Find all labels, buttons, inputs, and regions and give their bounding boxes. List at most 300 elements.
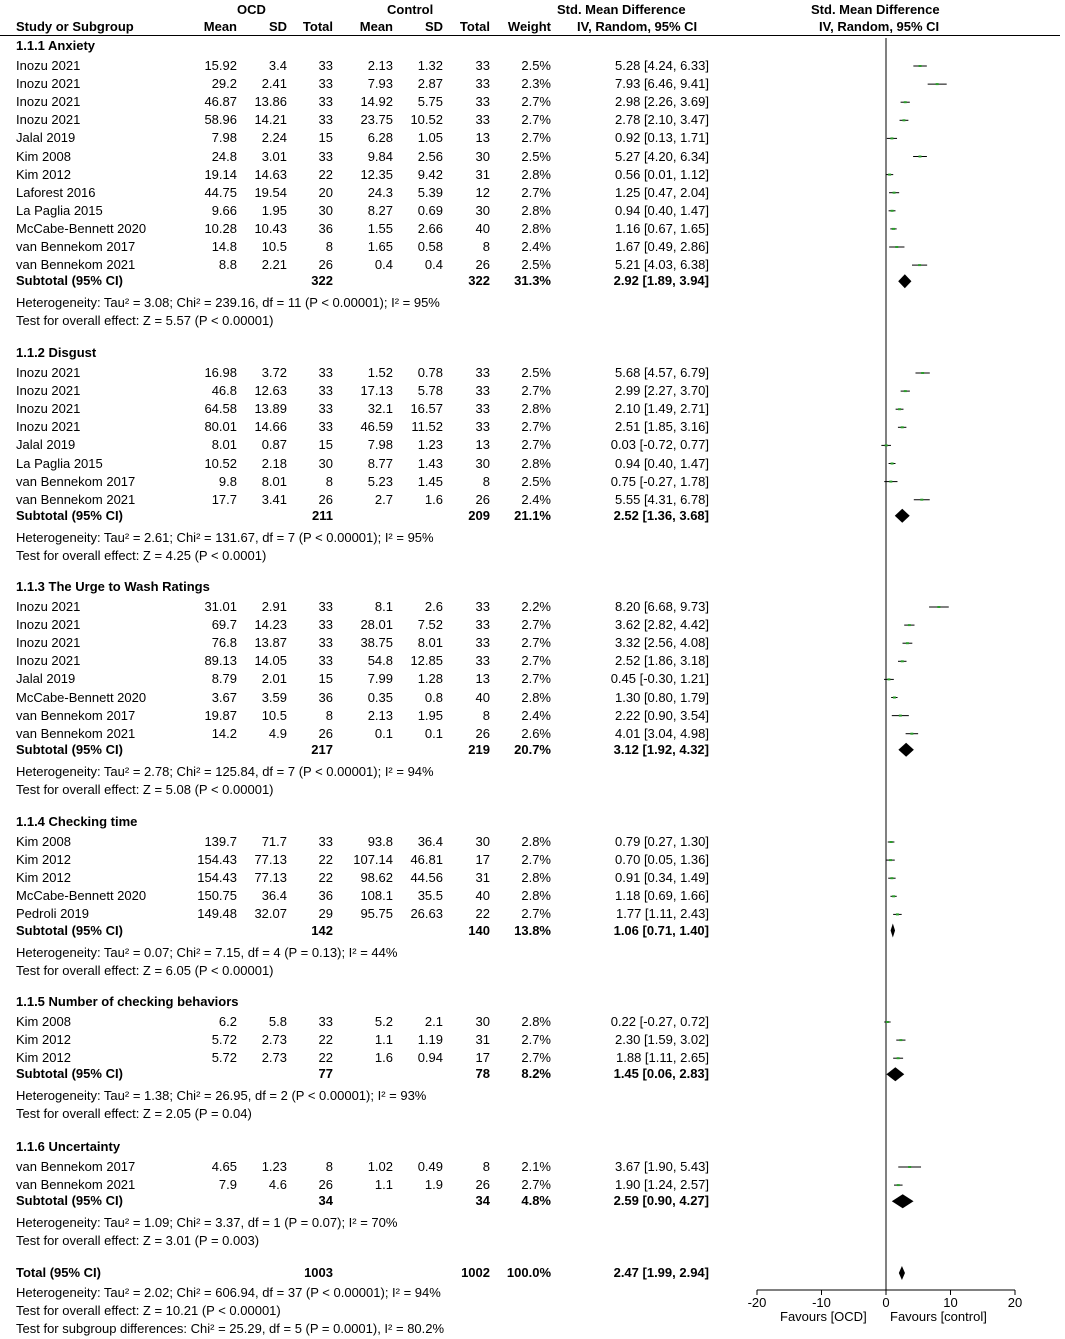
study-sd1: 14.23 bbox=[254, 617, 287, 633]
study-name: Inozu 2021 bbox=[16, 401, 81, 417]
study-m2: 12.35 bbox=[360, 166, 393, 182]
heterogeneity-text: Heterogeneity: Tau² = 2.61; Chi² = 131.67, df = 7 (P < 0.00001); I² = 95% bbox=[16, 529, 434, 545]
study-name: Kim 2008 bbox=[16, 1014, 71, 1029]
study-name: Jalal 2019 bbox=[16, 437, 76, 453]
study-n1: 33 bbox=[318, 599, 333, 614]
study-n2: 40 bbox=[475, 220, 490, 236]
point-estimate bbox=[890, 137, 893, 139]
study-n1: 33 bbox=[318, 148, 333, 164]
study-m2: 8.77 bbox=[367, 455, 393, 471]
summary-diamond bbox=[898, 274, 911, 288]
smd-header-sub: IV, Random, 95% CI bbox=[577, 19, 698, 34]
study-n1: 33 bbox=[318, 383, 333, 399]
subgroup-title: 1.1.1 Anxiety bbox=[16, 38, 96, 53]
study-n1: 33 bbox=[318, 1014, 333, 1029]
point-estimate bbox=[891, 210, 894, 212]
study-w: 2.7% bbox=[521, 437, 551, 453]
study-n2: 13 bbox=[475, 671, 490, 687]
study-w: 2.7% bbox=[521, 906, 551, 922]
point-estimate bbox=[886, 1021, 889, 1023]
subtotal-label: Subtotal (95% CI) bbox=[16, 1193, 123, 1209]
study-sd2: 26.63 bbox=[410, 906, 443, 922]
study-sd2: 2.6 bbox=[424, 599, 443, 614]
overall-effect-text: Test for overall effect: Z = 2.05 (P = 0.04) bbox=[16, 1106, 252, 1122]
study-sd1: 1.95 bbox=[261, 202, 287, 218]
study-name: Inozu 2021 bbox=[16, 365, 81, 380]
study-n2: 33 bbox=[475, 94, 490, 110]
study-sd2: 5.75 bbox=[417, 94, 443, 110]
study-sd1: 2.91 bbox=[261, 599, 287, 614]
study-n2: 40 bbox=[475, 888, 490, 904]
total-overall-effect-text: Test for overall effect: Z = 10.21 (P < 0.00001) bbox=[16, 1303, 281, 1318]
study-n2: 12 bbox=[475, 184, 490, 200]
study-w: 2.7% bbox=[521, 671, 551, 687]
study-n1: 8 bbox=[325, 707, 333, 723]
study-m1: 19.87 bbox=[204, 707, 237, 723]
subgroup-title: 1.1.6 Uncertainty bbox=[16, 1139, 121, 1154]
study-sd2: 0.58 bbox=[417, 239, 443, 254]
study-m2: 8.27 bbox=[367, 202, 393, 218]
study-n2: 13 bbox=[475, 130, 490, 146]
study-name: Kim 2012 bbox=[16, 166, 71, 182]
study-m2: 7.98 bbox=[367, 437, 393, 453]
study-ci: 3.32 [2.56, 4.08] bbox=[615, 635, 709, 651]
study-name: Inozu 2021 bbox=[16, 653, 81, 669]
study-sd2: 44.56 bbox=[410, 870, 443, 886]
study-name: Laforest 2016 bbox=[16, 184, 96, 200]
study-n1: 33 bbox=[318, 58, 333, 73]
study-sd2: 2.56 bbox=[417, 148, 443, 164]
study-m1: 8.79 bbox=[211, 671, 237, 687]
study-n2: 17 bbox=[475, 1050, 490, 1066]
study-m1: 14.2 bbox=[211, 725, 237, 741]
study-sd2: 36.4 bbox=[417, 834, 443, 849]
study-name: Inozu 2021 bbox=[16, 419, 81, 435]
col-mean1: Mean bbox=[203, 19, 237, 34]
study-w: 2.7% bbox=[521, 1032, 551, 1048]
study-m1: 10.28 bbox=[204, 220, 237, 236]
study-ci: 0.75 [-0.27, 1.78] bbox=[610, 473, 709, 489]
study-m2: 5.2 bbox=[374, 1014, 393, 1029]
study-m2: 24.3 bbox=[367, 184, 393, 200]
study-n1: 33 bbox=[318, 76, 333, 92]
study-sd1: 32.07 bbox=[254, 906, 287, 922]
point-estimate bbox=[895, 246, 898, 248]
study-sd1: 2.21 bbox=[261, 257, 287, 273]
study-sd1: 3.4 bbox=[268, 58, 287, 73]
study-sd1: 3.01 bbox=[261, 148, 287, 164]
study-n2: 40 bbox=[475, 689, 490, 705]
x-tick-label: 0 bbox=[882, 1295, 890, 1310]
subtotal-label: Subtotal (95% CI) bbox=[16, 507, 123, 523]
study-m2: 38.75 bbox=[360, 635, 393, 651]
study-sd1: 4.9 bbox=[268, 725, 287, 741]
study-m1: 29.2 bbox=[211, 76, 237, 92]
study-n1: 33 bbox=[318, 617, 333, 633]
study-sd2: 1.95 bbox=[417, 707, 443, 723]
subtotal-n1: 217 bbox=[311, 741, 333, 757]
study-w: 2.5% bbox=[521, 365, 551, 380]
study-w: 2.3% bbox=[521, 76, 551, 92]
study-ci: 1.18 [0.69, 1.66] bbox=[615, 888, 709, 904]
study-ci: 0.70 [0.05, 1.36] bbox=[615, 852, 709, 868]
study-n2: 31 bbox=[475, 166, 490, 182]
col-mean2: Mean bbox=[359, 19, 393, 34]
study-ci: 7.93 [6.46, 9.41] bbox=[615, 76, 709, 92]
study-n1: 22 bbox=[318, 166, 333, 182]
study-ci: 0.92 [0.13, 1.71] bbox=[615, 130, 709, 146]
study-w: 2.5% bbox=[521, 257, 551, 273]
study-sd2: 0.4 bbox=[424, 257, 443, 273]
study-sd2: 0.1 bbox=[424, 725, 443, 741]
study-m2: 5.23 bbox=[367, 473, 393, 489]
study-sd2: 10.52 bbox=[410, 112, 443, 128]
study-sd1: 2.01 bbox=[261, 671, 287, 687]
subtotal-w: 20.7% bbox=[514, 741, 551, 757]
study-name: van Bennekom 2017 bbox=[16, 473, 136, 489]
study-sd1: 8.01 bbox=[261, 473, 287, 489]
point-estimate bbox=[908, 624, 911, 626]
study-m1: 46.87 bbox=[204, 94, 237, 110]
study-sd1: 3.41 bbox=[261, 491, 287, 507]
study-n2: 8 bbox=[482, 707, 490, 723]
study-ci: 5.21 [4.03, 6.38] bbox=[615, 257, 709, 273]
study-w: 2.8% bbox=[521, 888, 551, 904]
group2-header: Control bbox=[387, 2, 434, 17]
study-m1: 7.9 bbox=[218, 1177, 237, 1193]
study-m1: 64.58 bbox=[204, 401, 237, 417]
study-m2: 54.8 bbox=[367, 653, 393, 669]
study-n2: 33 bbox=[475, 365, 490, 380]
point-estimate bbox=[892, 895, 895, 897]
summary-diamond bbox=[891, 924, 895, 938]
study-n1: 22 bbox=[318, 852, 333, 868]
study-name: van Bennekom 2017 bbox=[16, 707, 136, 723]
subtotal-w: 13.8% bbox=[514, 922, 551, 938]
study-m1: 16.98 bbox=[204, 365, 237, 380]
x-tick-label: 20 bbox=[1007, 1295, 1023, 1310]
study-n2: 33 bbox=[475, 76, 490, 92]
study-n2: 8 bbox=[482, 1159, 490, 1174]
point-estimate bbox=[901, 426, 904, 428]
study-m2: 2.13 bbox=[367, 58, 393, 73]
study-name: Inozu 2021 bbox=[16, 617, 81, 633]
study-sd2: 2.66 bbox=[417, 220, 443, 236]
study-n2: 8 bbox=[482, 473, 490, 489]
study-name: Inozu 2021 bbox=[16, 76, 81, 92]
study-name: Kim 2012 bbox=[16, 870, 71, 886]
study-name: Kim 2008 bbox=[16, 148, 71, 164]
study-sd2: 5.78 bbox=[417, 383, 443, 399]
point-estimate bbox=[890, 841, 893, 843]
study-sd1: 14.66 bbox=[254, 419, 287, 435]
subtotal-label: Subtotal (95% CI) bbox=[16, 1066, 123, 1082]
subtotal-n1: 77 bbox=[318, 1066, 333, 1082]
study-name: van Bennekom 2017 bbox=[16, 1159, 136, 1174]
study-sd2: 1.43 bbox=[417, 455, 443, 471]
favours-left-label: Favours [OCD] bbox=[780, 1309, 867, 1324]
study-name: McCabe-Bennett 2020 bbox=[16, 689, 147, 705]
study-n1: 33 bbox=[318, 635, 333, 651]
study-sd1: 3.59 bbox=[261, 689, 287, 705]
study-sd2: 1.19 bbox=[417, 1032, 443, 1048]
study-n1: 33 bbox=[318, 112, 333, 128]
study-name: Kim 2012 bbox=[16, 1032, 71, 1048]
study-name: Inozu 2021 bbox=[16, 635, 81, 651]
study-m1: 19.14 bbox=[204, 166, 237, 182]
study-sd2: 1.45 bbox=[417, 473, 443, 489]
study-n2: 33 bbox=[475, 112, 490, 128]
subtotal-n2: 322 bbox=[468, 273, 490, 289]
study-ci: 1.30 [0.80, 1.79] bbox=[615, 689, 709, 705]
study-w: 2.5% bbox=[521, 473, 551, 489]
study-m1: 17.7 bbox=[211, 491, 237, 507]
point-estimate bbox=[896, 913, 899, 915]
heterogeneity-text: Heterogeneity: Tau² = 1.38; Chi² = 26.95, df = 2 (P < 0.00001); I² = 93% bbox=[16, 1088, 427, 1104]
study-n2: 33 bbox=[475, 419, 490, 435]
subgroup-title: 1.1.3 The Urge to Wash Ratings bbox=[16, 579, 210, 594]
study-ci: 0.56 [0.01, 1.12] bbox=[615, 166, 709, 182]
study-n1: 26 bbox=[318, 1177, 333, 1193]
point-estimate bbox=[897, 1057, 900, 1059]
subtotal-n2: 140 bbox=[468, 922, 490, 938]
study-w: 2.4% bbox=[521, 707, 551, 723]
study-m1: 76.8 bbox=[211, 635, 237, 651]
study-n1: 22 bbox=[318, 1032, 333, 1048]
study-n2: 8 bbox=[482, 239, 490, 254]
study-ci: 2.99 [2.27, 3.70] bbox=[615, 383, 709, 399]
study-n2: 30 bbox=[475, 202, 490, 218]
study-name: van Bennekom 2021 bbox=[16, 725, 136, 741]
study-w: 2.5% bbox=[521, 148, 551, 164]
heterogeneity-text: Heterogeneity: Tau² = 3.08; Chi² = 239.16, df = 11 (P < 0.00001); I² = 95% bbox=[16, 295, 440, 311]
summary-diamond bbox=[899, 1266, 905, 1280]
study-m2: 46.59 bbox=[360, 419, 393, 435]
point-estimate bbox=[901, 660, 904, 662]
study-m2: 7.99 bbox=[367, 671, 393, 687]
plot-header-title: Std. Mean Difference bbox=[811, 2, 940, 17]
study-n2: 33 bbox=[475, 599, 490, 614]
study-sd1: 5.8 bbox=[268, 1014, 287, 1029]
subtotal-n1: 322 bbox=[311, 273, 333, 289]
study-n1: 22 bbox=[318, 1050, 333, 1066]
point-estimate bbox=[920, 499, 923, 501]
study-n1: 26 bbox=[318, 725, 333, 741]
study-name: van Bennekom 2017 bbox=[16, 239, 136, 254]
study-n1: 33 bbox=[318, 94, 333, 110]
study-m2: 1.55 bbox=[367, 220, 393, 236]
study-w: 2.1% bbox=[521, 1159, 551, 1174]
study-n1: 15 bbox=[318, 437, 333, 453]
study-name: Kim 2012 bbox=[16, 852, 71, 868]
study-w: 2.7% bbox=[521, 1177, 551, 1193]
subtotal-n2: 78 bbox=[475, 1066, 490, 1082]
subtotal-w: 31.3% bbox=[514, 273, 551, 289]
x-tick-label: -10 bbox=[812, 1295, 831, 1310]
col-weight: Weight bbox=[507, 19, 551, 34]
subtotal-w: 8.2% bbox=[521, 1066, 551, 1082]
plot-header-sub: IV, Random, 95% CI bbox=[819, 19, 940, 34]
point-estimate bbox=[910, 733, 913, 735]
study-w: 2.2% bbox=[521, 599, 551, 614]
study-sd1: 2.41 bbox=[261, 76, 287, 92]
study-n1: 22 bbox=[318, 870, 333, 886]
point-estimate bbox=[885, 444, 888, 446]
study-m2: 2.13 bbox=[367, 707, 393, 723]
col-sd1: SD bbox=[268, 19, 287, 34]
study-n2: 31 bbox=[475, 870, 490, 886]
study-n1: 8 bbox=[325, 1159, 333, 1174]
favours-right-label: Favours [control] bbox=[890, 1309, 987, 1324]
study-name: Jalal 2019 bbox=[16, 130, 76, 146]
smd-header-title: Std. Mean Difference bbox=[557, 2, 686, 17]
study-w: 2.6% bbox=[521, 725, 551, 741]
study-m2: 6.28 bbox=[367, 130, 393, 146]
study-w: 2.7% bbox=[521, 653, 551, 669]
study-sd2: 0.69 bbox=[417, 202, 443, 218]
study-n2: 30 bbox=[475, 1014, 490, 1029]
study-n1: 15 bbox=[318, 130, 333, 146]
x-tick-label: 10 bbox=[943, 1295, 958, 1310]
study-name: van Bennekom 2021 bbox=[16, 257, 136, 273]
study-ci: 1.90 [1.24, 2.57] bbox=[615, 1177, 709, 1193]
study-n1: 36 bbox=[318, 888, 333, 904]
point-estimate bbox=[908, 1166, 911, 1168]
study-n1: 33 bbox=[318, 365, 333, 380]
point-estimate bbox=[904, 101, 907, 103]
study-m1: 9.66 bbox=[211, 202, 237, 218]
study-sd1: 2.73 bbox=[261, 1050, 287, 1066]
study-w: 2.8% bbox=[521, 689, 551, 705]
subtotal-n1: 142 bbox=[311, 922, 333, 938]
subtotal-w: 4.8% bbox=[521, 1193, 551, 1209]
study-sd2: 16.57 bbox=[410, 401, 443, 417]
heterogeneity-text: Heterogeneity: Tau² = 1.09; Chi² = 3.37, df = 1 (P = 0.07); I² = 70% bbox=[16, 1215, 398, 1231]
total-w: 100.0% bbox=[506, 1265, 551, 1280]
study-w: 2.7% bbox=[521, 1050, 551, 1066]
study-m1: 31.01 bbox=[204, 599, 237, 614]
study-m2: 23.75 bbox=[360, 112, 393, 128]
total-n1: 1003 bbox=[304, 1265, 333, 1280]
study-sd1: 14.63 bbox=[254, 166, 287, 182]
study-m1: 44.75 bbox=[204, 184, 237, 200]
study-w: 2.7% bbox=[521, 617, 551, 633]
point-estimate bbox=[893, 697, 896, 699]
study-sd2: 1.9 bbox=[424, 1177, 443, 1193]
study-n1: 33 bbox=[318, 834, 333, 849]
point-estimate bbox=[899, 1039, 902, 1041]
study-n1: 36 bbox=[318, 220, 333, 236]
study-ci: 5.68 [4.57, 6.79] bbox=[615, 365, 709, 380]
study-sd1: 13.89 bbox=[254, 401, 287, 417]
subtotal-label: Subtotal (95% CI) bbox=[16, 922, 123, 938]
study-ci: 2.52 [1.86, 3.18] bbox=[615, 653, 709, 669]
study-ci: 1.77 [1.11, 2.43] bbox=[616, 906, 709, 922]
point-estimate bbox=[937, 606, 940, 608]
study-m2: 14.92 bbox=[360, 94, 393, 110]
study-name: Jalal 2019 bbox=[16, 671, 76, 687]
study-sd2: 9.42 bbox=[417, 166, 443, 182]
study-w: 2.8% bbox=[521, 401, 551, 417]
point-estimate bbox=[891, 463, 894, 465]
study-sd1: 77.13 bbox=[254, 852, 287, 868]
study-name: Inozu 2021 bbox=[16, 383, 81, 399]
subtotal-ci: 1.06 [0.71, 1.40] bbox=[613, 922, 709, 938]
study-m1: 154.43 bbox=[197, 852, 237, 868]
study-ci: 3.62 [2.82, 4.42] bbox=[615, 617, 709, 633]
study-m1: 149.48 bbox=[197, 906, 237, 922]
study-w: 2.7% bbox=[521, 184, 551, 200]
study-m2: 2.7 bbox=[374, 491, 393, 507]
study-sd1: 10.5 bbox=[261, 707, 287, 723]
study-m1: 10.52 bbox=[204, 455, 237, 471]
study-sd2: 5.39 bbox=[417, 184, 443, 200]
study-w: 2.7% bbox=[521, 419, 551, 435]
total-n2: 1002 bbox=[461, 1265, 490, 1280]
study-n1: 8 bbox=[325, 473, 333, 489]
study-name: La Paglia 2015 bbox=[16, 455, 103, 471]
study-ci: 0.22 [-0.27, 0.72] bbox=[610, 1014, 709, 1029]
study-sd2: 46.81 bbox=[410, 852, 443, 868]
subtotal-n1: 34 bbox=[318, 1193, 333, 1209]
study-ci: 1.88 [1.11, 2.65] bbox=[616, 1050, 709, 1066]
study-n1: 15 bbox=[318, 671, 333, 687]
study-sd1: 19.54 bbox=[254, 184, 287, 200]
summary-diamond bbox=[892, 1194, 914, 1208]
study-sd2: 35.5 bbox=[417, 888, 443, 904]
subtotal-ci: 2.59 [0.90, 4.27] bbox=[613, 1193, 709, 1209]
study-m2: 0.1 bbox=[374, 725, 393, 741]
study-ci: 5.28 [4.24, 6.33] bbox=[615, 58, 709, 73]
study-sd1: 2.73 bbox=[261, 1032, 287, 1048]
study-sd1: 36.4 bbox=[261, 888, 287, 904]
study-sd1: 10.5 bbox=[261, 239, 287, 254]
study-w: 2.8% bbox=[521, 166, 551, 182]
study-sd2: 1.05 bbox=[417, 130, 443, 146]
study-n2: 26 bbox=[475, 725, 490, 741]
study-n1: 29 bbox=[318, 906, 333, 922]
study-ci: 0.03 [-0.72, 0.77] bbox=[610, 437, 709, 453]
total-ci: 2.47 [1.99, 2.94] bbox=[613, 1265, 709, 1280]
point-estimate bbox=[890, 877, 893, 879]
study-n2: 33 bbox=[475, 58, 490, 73]
study-sd1: 2.18 bbox=[261, 455, 287, 471]
study-sd1: 2.24 bbox=[261, 130, 287, 146]
study-sd2: 1.32 bbox=[417, 58, 443, 73]
overall-effect-text: Test for overall effect: Z = 4.25 (P < 0.0001) bbox=[16, 547, 267, 563]
subtotal-ci: 3.12 [1.92, 4.32] bbox=[613, 741, 709, 757]
study-sd2: 2.87 bbox=[417, 76, 443, 92]
study-w: 2.7% bbox=[521, 852, 551, 868]
point-estimate bbox=[893, 192, 896, 194]
study-sd1: 4.6 bbox=[268, 1177, 287, 1193]
study-sd2: 11.52 bbox=[411, 419, 443, 435]
study-m1: 89.13 bbox=[204, 653, 237, 669]
study-ci: 0.94 [0.40, 1.47] bbox=[615, 455, 709, 471]
study-ci: 0.45 [-0.30, 1.21] bbox=[610, 671, 709, 687]
point-estimate bbox=[898, 408, 901, 410]
summary-diamond bbox=[886, 1067, 904, 1081]
study-sd2: 1.6 bbox=[424, 491, 443, 507]
point-estimate bbox=[889, 481, 892, 483]
col-sd2: SD bbox=[424, 19, 443, 34]
col-total1: Total bbox=[302, 19, 333, 34]
study-m2: 1.52 bbox=[367, 365, 393, 380]
study-n2: 26 bbox=[475, 257, 490, 273]
study-name: Inozu 2021 bbox=[16, 58, 81, 73]
study-m1: 69.7 bbox=[211, 617, 237, 633]
study-m2: 108.1 bbox=[360, 888, 393, 904]
